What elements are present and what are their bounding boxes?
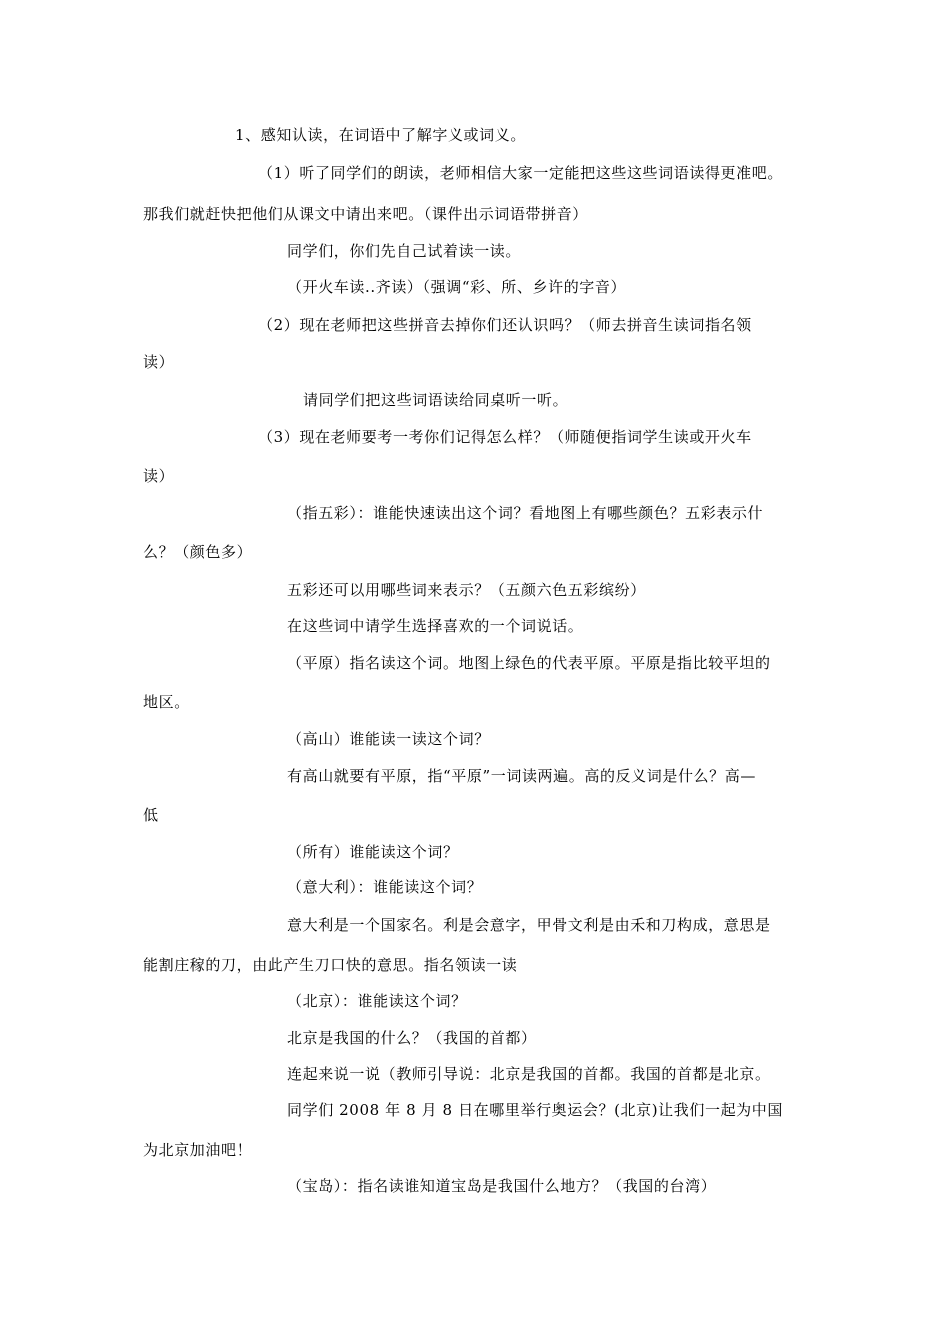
section-heading: 1、感知认读，在词语中了解字义或词义。 (235, 126, 526, 144)
paragraph-line: 能割庄稼的刀，由此产生刀口快的意思。指名领读一读 (143, 956, 518, 974)
paragraph-line: 有高山就要有平原，指“平原”一词读两遍。高的反义词是什么？高— (287, 767, 756, 785)
paragraph-line: （2）现在老师把这些拼音去掉你们还认识吗？（师去拼音生读词指名领 (258, 316, 752, 334)
paragraph-line: 低 (143, 806, 159, 824)
paragraph-line: （所有）谁能读这个词？ (287, 843, 459, 861)
paragraph-line: 那我们就赶快把他们从课文中请出来吧。（课件出示词语带拼音） (143, 205, 588, 223)
paragraph-line: （3）现在老师要考一考你们记得怎么样？（师随便指词学生读或开火车 (258, 428, 752, 446)
paragraph-line: 为北京加油吧！ (143, 1141, 253, 1159)
paragraph-line: 北京是我国的什么？（我国的首都） (287, 1029, 537, 1047)
paragraph-line: 地区。 (143, 693, 190, 711)
paragraph-line: 意大利是一个国家名。利是会意字，甲骨文利是由禾和刀构成，意思是 (287, 916, 771, 934)
paragraph-line: 在这些词中请学生选择喜欢的一个词说话。 (287, 617, 584, 635)
paragraph-line: （1）听了同学们的朗读，老师相信大家一定能把这些这些词语读得更准吧。 (258, 164, 783, 182)
paragraph-line: 五彩还可以用哪些词来表示？（五颜六色五彩缤纷） (287, 581, 646, 599)
paragraph-line: （高山）谁能读一读这个词？ (287, 730, 490, 748)
paragraph-line: （北京）：谁能读这个词？ (287, 992, 467, 1010)
paragraph-line: 同学们，你们先自己试着读一读。 (287, 242, 522, 260)
paragraph-line: 读） (143, 467, 175, 485)
paragraph-line: （意大利）：谁能读这个词？ (287, 878, 483, 896)
paragraph-line: 请同学们把这些词语读给同桌听一听。 (303, 391, 569, 409)
paragraph-line: （平原）指名读这个词。地图上绿色的代表平原。平原是指比较平坦的 (287, 654, 771, 672)
paragraph-line: 么？（颜色多） (143, 543, 253, 561)
paragraph-line: （宝岛）：指名读谁知道宝岛是我国什么地方？（我国的台湾） (287, 1177, 717, 1195)
paragraph-line: （指五彩）：谁能快速读出这个词？看地图上有哪些颜色？五彩表示什 (287, 504, 764, 522)
paragraph-line: （开火车读..齐读）（强调“彩、所、乡许的字音） (287, 278, 627, 296)
paragraph-line: 连起来说一说（教师引导说：北京是我国的首都。我国的首都是北京。 (287, 1065, 771, 1083)
paragraph-line: 同学们 2008 年 8 月 8 日在哪里举行奥运会？(北京)让我们一起为中国 (287, 1101, 783, 1119)
paragraph-line: 读） (143, 353, 175, 371)
